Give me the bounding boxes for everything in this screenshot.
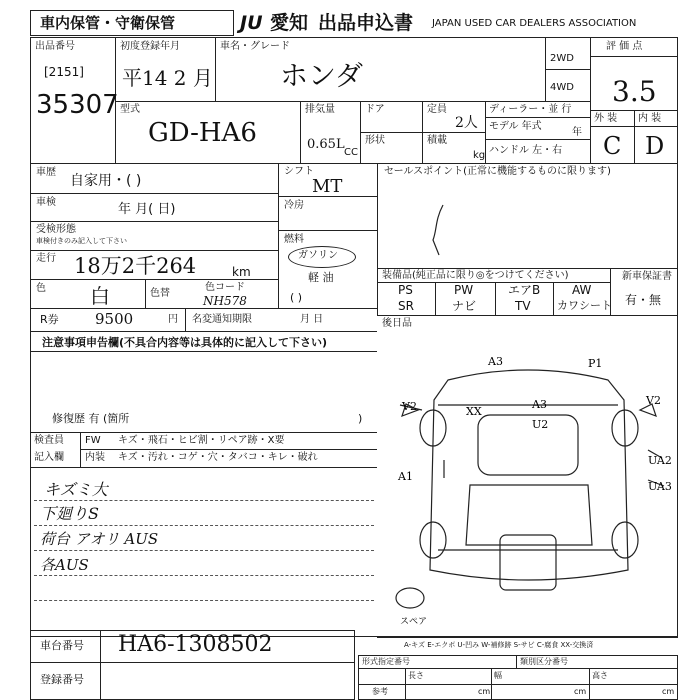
name-change-unit: 月 日 bbox=[300, 314, 324, 325]
ac-label: 冷房 bbox=[284, 200, 304, 211]
repair-label: 修復歴 有 (箇所 bbox=[52, 412, 130, 425]
spare-label: スペア bbox=[400, 617, 428, 627]
equipment-tv: TV bbox=[515, 299, 531, 313]
fuel-other: ( ) bbox=[290, 291, 303, 304]
drive-4wd: 4WD bbox=[550, 82, 574, 93]
displacement-unit: CC bbox=[344, 147, 358, 158]
shape-label: 形状 bbox=[365, 135, 385, 146]
dealer-label: ディーラー・並 行 bbox=[489, 104, 572, 115]
association-name: JAPAN USED CAR DEALERS ASSOCIATION bbox=[432, 18, 637, 29]
mark-xx: XX bbox=[466, 405, 482, 418]
handwritten-note-4: 各AUS bbox=[40, 556, 89, 574]
length-label: 長さ bbox=[408, 671, 424, 680]
chassis-value: HA6-1308502 bbox=[118, 632, 273, 657]
drive-2wd: 2WD bbox=[550, 53, 574, 64]
width-unit: cm bbox=[574, 687, 587, 696]
mark-u2-mid: U2 bbox=[532, 418, 549, 431]
lot-number: 35307 bbox=[36, 90, 119, 120]
model-year-label: モデル 年式 bbox=[489, 121, 542, 132]
inspector-row1-items: キズ・飛石・ヒビ割・リペア跡・X要 bbox=[118, 435, 285, 446]
sales-point-label: セールスポイント(正常に機能するものに限ります) bbox=[384, 166, 611, 177]
inspection-label: 車検 bbox=[36, 197, 56, 208]
displacement-value: 0.65L bbox=[307, 137, 345, 152]
mark-ua2-right: UA2 bbox=[648, 454, 672, 467]
lot-label: 出品番号 bbox=[35, 41, 75, 52]
mark-v2-right: V2 bbox=[646, 394, 661, 407]
chassis-label: 車台番号 bbox=[40, 639, 84, 652]
type-value: GD-HA6 bbox=[148, 118, 257, 148]
load-unit: kg bbox=[473, 150, 486, 161]
equipment-navi: ナビ bbox=[452, 299, 477, 313]
first-reg-value: 平14 2 月 bbox=[122, 66, 213, 90]
sales-point-scribble bbox=[425, 200, 455, 260]
warranty-value: 有・無 bbox=[625, 293, 662, 307]
warranty-label: 新車保証書 bbox=[622, 271, 672, 282]
history-value: 自家用・( ) bbox=[70, 173, 142, 189]
capacity-label: 定員 bbox=[427, 104, 447, 115]
recycle-unit: 円 bbox=[168, 314, 178, 325]
mark-p1-top: P1 bbox=[588, 357, 603, 370]
recycle-label: R券 bbox=[40, 313, 59, 326]
mark-ua3-right: UA3 bbox=[648, 480, 672, 493]
handwritten-note-3: 荷台 アオリ AUS bbox=[40, 530, 159, 548]
mileage-value: 18万2千264 bbox=[74, 254, 197, 278]
shift-value: MT bbox=[312, 176, 343, 197]
mark-a3-mid: A3 bbox=[532, 398, 547, 411]
name-change-label: 名変通知期限 bbox=[192, 314, 252, 325]
displacement-label: 排気量 bbox=[305, 104, 335, 115]
mileage-unit: km bbox=[232, 265, 251, 279]
load-label: 積載 bbox=[427, 135, 447, 146]
inspector-label-2: 記入欄 bbox=[34, 452, 64, 463]
storage-badge-text: 車内保管・守衛保管 bbox=[40, 14, 176, 32]
height-label: 高さ bbox=[592, 671, 608, 680]
interior-grade: D bbox=[645, 132, 665, 160]
inspection-value: 年 月( 日) bbox=[118, 202, 176, 217]
first-reg-label: 初度登録年月 bbox=[120, 41, 180, 52]
inspector-label-1: 検査員 bbox=[34, 435, 64, 446]
handle-label: ハンドル 左・右 bbox=[489, 145, 563, 156]
receipt-note: 車検付きのみ記入して下さい bbox=[36, 237, 127, 245]
width-label: 幅 bbox=[494, 671, 502, 680]
grade-score: 3.5 bbox=[612, 75, 657, 108]
equipment-pw: PW bbox=[454, 283, 474, 297]
receipt-label: 受検形態 bbox=[36, 224, 76, 235]
recycle-value: 9500 bbox=[95, 310, 134, 328]
equipment-label: 装備品(純正品に限り◎をつけてください) bbox=[382, 270, 569, 281]
equipment-leather: カワシート bbox=[557, 299, 612, 312]
handwritten-note-2: 下廻りS bbox=[40, 504, 99, 523]
history-label: 車歴 bbox=[36, 167, 56, 178]
door-label: ドア bbox=[365, 104, 385, 115]
form-number-label: 形式指定番号 bbox=[362, 657, 410, 666]
exterior-grade: C bbox=[603, 132, 622, 160]
shift-label: シフト bbox=[284, 166, 314, 177]
inspector-row2-items: キズ・汚れ・コゲ・穴・タバコ・キレ・破れ bbox=[118, 452, 318, 463]
reference-label: 参考 bbox=[372, 687, 388, 696]
model-year-unit: 年 bbox=[572, 127, 582, 138]
inspector-row2-head: 内装 bbox=[85, 452, 105, 463]
length-unit: cm bbox=[478, 687, 491, 696]
lot-code: [2151] bbox=[44, 65, 84, 79]
mark-a3-top: A3 bbox=[488, 355, 503, 368]
damage-legend: A-キズ E-エクボ U-凹み W-補修跡 S-サビ C-腐食 XX-交換済 bbox=[404, 641, 594, 649]
car-damage-diagram bbox=[378, 340, 678, 636]
repair-close: ) bbox=[358, 412, 363, 425]
equipment-ps: PS bbox=[398, 283, 413, 297]
mileage-label: 走行 bbox=[36, 253, 56, 264]
grade-label: 評 価 点 bbox=[606, 41, 643, 52]
class-number-label: 類別区分番号 bbox=[520, 657, 568, 666]
arrival-label: 後日品 bbox=[382, 318, 412, 329]
color-change-label: 色替 bbox=[150, 288, 170, 299]
handwritten-note-1: キズミ大 bbox=[44, 480, 108, 499]
color-code-label: 色コード bbox=[205, 282, 245, 293]
equipment-airbag: エアB bbox=[508, 283, 541, 297]
height-unit: cm bbox=[662, 687, 675, 696]
mark-v2-left: V2 bbox=[402, 400, 417, 413]
logo-text: 愛知 bbox=[270, 12, 309, 34]
car-name-label: 車名・グレード bbox=[220, 41, 290, 52]
equipment-sr: SR bbox=[398, 299, 414, 313]
interior-label: 内 装 bbox=[638, 113, 662, 124]
registration-label: 登録番号 bbox=[40, 673, 84, 686]
notes-label: 注意事項申告欄(不具合内容等は具体的に記入して下さい) bbox=[42, 336, 328, 349]
equipment-aw: AW bbox=[572, 283, 592, 297]
color-code-value: NH578 bbox=[203, 294, 247, 308]
color-label: 色 bbox=[36, 283, 46, 294]
form-title: 出品申込書 bbox=[318, 12, 414, 34]
fuel-gas: ガソリン bbox=[298, 250, 338, 261]
fuel-light: 軽 油 bbox=[308, 271, 334, 284]
car-name-value: ホンダ bbox=[280, 59, 363, 92]
exterior-label: 外 装 bbox=[594, 113, 618, 124]
fuel-label: 燃料 bbox=[284, 234, 304, 245]
type-label: 型式 bbox=[120, 104, 140, 115]
capacity-value: 2人 bbox=[455, 115, 478, 131]
color-value: 白 bbox=[90, 284, 110, 308]
inspector-row1-head: FW bbox=[85, 435, 101, 446]
logo-mark: JU bbox=[240, 12, 263, 34]
mark-a1-left: A1 bbox=[398, 470, 413, 483]
